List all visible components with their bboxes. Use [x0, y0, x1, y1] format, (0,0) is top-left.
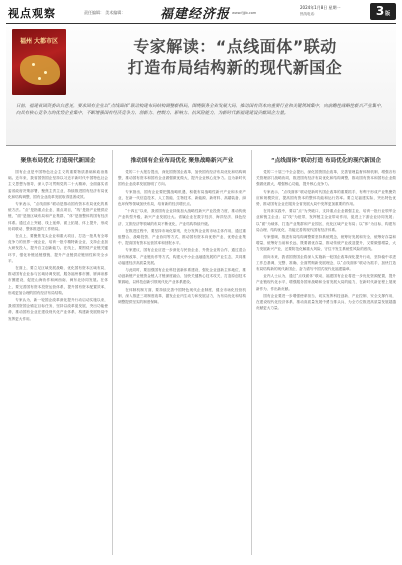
paragraph: 国有企业是中国特色社会主义的重要物质基础和政治基础。近年来，我省国资国企坚持以习近平新时代中国特色社会主义思想为指导，深入学习贯彻党的二十大精神，全面落实省委省政府决策部署，聚焦主责主业，持续推进国有经济布局优化和结构调整，国有企业改革发展取得显著成效。	[8, 170, 108, 199]
section-name	[8, 5, 56, 21]
paper-url: www.fjjjb.com	[232, 11, 257, 15]
banner-image-caption: 福州 大都市区	[19, 38, 59, 45]
paragraph: 在推进过程中，要坚持市场化原则，充分发挥企业的市场主体作用，通过重组整合、战略投资、产业协同等方式，推动国有资本向优势产业、优势企业集中，提高国有资本运营效率和回报水平。	[118, 228, 246, 246]
map-dot	[44, 71, 47, 74]
paper-name: 福建经济报	[160, 7, 231, 22]
article-column-2	[118, 150, 246, 560]
masthead	[0, 0, 402, 24]
paragraph: 专家表示，“点线面体”联动是新时代国企改革的重要抓手，有利于形成产业集聚效应和规模效应，提高国有资本的整体功能和运行效率。要立足福建实际，突出特色优势，推动国有企业在服务全省发展大局中发挥更加重要的作用。	[256, 189, 396, 207]
paragraph: 面向未来，我省国资国企将深入实施新一轮国企改革深化提升行动，坚持稳中求进工作总基调，完整、准确、全面贯彻新发展理念，以“点线面体”联动为抓手，加快打造布局结构新的现代新国企，奋力谱写中国式现代化福建篇章。	[256, 254, 396, 272]
column-2-heading: 推动国有企业布局优化 聚焦战略新兴产业	[118, 152, 246, 165]
headline-line-2: 打造布局结构新的现代新国企	[127, 58, 343, 77]
paragraph: 党的二十大报告提出，深化国资国企改革，加快国有经济布局优化和结构调整，推动国有资本和国有企业做强做优做大，提升企业核心竞争力。这为新时代国有企业改革发展指明了方向。	[118, 170, 246, 187]
paragraph: “十四五”以来，我省国有企业持续加大战略性新兴产业投资力度，推动传统产业转型升级，新兴产业发展壮大。省属企业在数字经济、海洋经济、绿色经济、文旅经济等领域的布局不断优化，产业结构持续升级。	[118, 209, 246, 226]
column-divider	[251, 150, 252, 555]
hotline: 热线电话：	[300, 12, 318, 16]
paragraph: 在具体实践中，要以“点”为突破口，支持重点企业做强主业，培育一批行业领军企业和链主企业；以“线”为纽带，发挥链主企业带动作用，促进上下游企业协同发展；以“面”为载体，打造产业集群和产业园区，优化区域产业布局；以“体”为目标，构建布局合理、结构优化、功能完善的现代国有经济体系。	[256, 209, 396, 232]
paragraph: 专家指出，国有企业要把握战略机遇，积极布局战略性新兴产业和未来产业，在新一代信息技术、人工智能、生物技术、新能源、新材料、高端装备、绿色环保等领域加快布局，培育新的经济增长点。	[118, 189, 246, 207]
banner-map-image	[12, 29, 66, 95]
column-3-heading: “点线面体”联动打造 布局优化的现代新国企	[256, 152, 396, 165]
paragraph: 国有企业要进一步增强使命担当，切实发挥科技创新、产业控制、安全支撑作用，在建设现代化经济体系、推动高质量发展中勇当排头兵，为全方位推进高质量发展超越贡献更大力量。	[256, 293, 396, 311]
headline	[76, 37, 394, 79]
province-map-shape	[20, 55, 60, 85]
page-number: 3	[375, 4, 385, 18]
paragraph: 党的二十届三中全会提出，深化国资国企改革，完善管理监督体制机制，增强各有关管理部门战略协同，推进国有经济布局优化和结构调整，推动国有资本和国有企业做强做优做大，增强核心功能，提升核心竞争力。	[256, 170, 396, 187]
paragraph: 专家强调，推进布局结构调整要坚持系统观念，统筹好发展和安全，统筹好存量和增量，统筹好当前和长远，既要做优存量，推动传统产业改造提升，又要做强增量，大力发展新兴产业，还要防范化解重大风险，守住不发生系统性风险的底线。	[256, 235, 396, 252]
feature-banner	[6, 27, 396, 145]
paragraph: 专家建议，国有企业应进一步深化与民营企业、外资企业的合作，通过混合所有制改革、产业链协作等方式，构建大中小企业融通发展的产业生态，共同推动福建经济高质量发展。	[118, 248, 246, 265]
article-column-3	[256, 150, 396, 560]
map-dot	[38, 77, 41, 80]
column-divider	[112, 150, 113, 555]
editor-credits: 责任编辑： 美术编辑：	[84, 10, 126, 15]
paragraph: 在体制机制方面，要持续完善中国特色现代企业制度，健全市场化经营机制，深入推进三项制度改革，激发企业内生动力和发展活力，为布局优化和结构调整提供坚实的制度保障。	[118, 287, 246, 305]
lead-paragraph: 日前，福建省国资委出台意见，要求国有企业以“点线面体”联动构建布局结构调整新格局。围绕服务全省发展大局，推动国有资本向重要行业和关键领域集中，向前瞻性战略性新兴产业集中，向具有核心竞争力的优势企业集中，不断增强国有经济竞争力、创新力、控制力、影响力、抗风险能力，为新时代新福建建设贡献国企力量。	[16, 104, 385, 117]
masthead-rule	[6, 23, 396, 24]
issue-date: 2024年1月8日 星期一	[300, 5, 341, 10]
article-column-1	[8, 150, 108, 560]
paragraph: 业内人士认为，通过“点线面体”联动，福建国有企业将进一步优化资源配置，提升产业链现代化水平，增强服务国家战略和全省发展大局的能力，在新时代新征程上展现新作为、作出新贡献。	[256, 274, 396, 291]
column-1-heading: 聚焦布局优化 打造现代新国企	[8, 152, 108, 165]
paragraph: 专家表示，“点线面体”联动是推动国有资本布局优化的系统方法。“点”是指重点企业、重点项目，“线”是指产业链供应链，“面”是指区域布局和产业集群，“体”是指整体的国有经济体系。通过点上突破、线上延伸、面上拓展、体上提升，形成协同联动、整体推进的工作格局。	[8, 202, 108, 231]
paragraph: 专家认为，新一轮国企改革深化提升行动启动实施以来，我省国资国企锚定目标任务，坚持以改革促发展，突出功能使命，推动国有企业在建设现代化产业体系、构建新发展格局中发挥更大作用。	[8, 298, 108, 321]
page-number-badge	[370, 3, 396, 20]
paragraph: 在面上，要立足区域发展战略，优化国有资本区域布局，推动国有企业参与区域协调发展，服务福州都市圈、厦漳泉都市圈建设，促进山海协作和闽西南、闽东北协同发展。在体上，要完善国有资本投资运营体系，提升国有资本配置效率，形成更加合理的国有经济布局结构。	[8, 266, 108, 295]
banner-rule	[6, 145, 396, 146]
map-dot	[32, 63, 35, 66]
page-suffix: 版	[385, 11, 391, 17]
section-label: 视点观察	[8, 7, 56, 20]
paragraph: 在点上，要聚焦龙头企业和重大项目，打造一批具有全球竞争力的世界一流企业，培育一批专精特新企业，支持企业加大研发投入，提升自主创新能力。在线上，要围绕产业链关键环节，强化补链延链强链，提升产业链供应链韧性和安全水平。	[8, 234, 108, 263]
headline-line-1: 专家解读：“点线面体”联动	[133, 37, 337, 56]
paragraph: 与此同时，要加强国有企业科技创新体系建设，强化企业创新主体地位，推动创新链产业链资金链人才链深度融合，加快关键核心技术攻关，打造原创技术策源地，以科技创新引领现代化产业体系建设。	[118, 268, 246, 285]
